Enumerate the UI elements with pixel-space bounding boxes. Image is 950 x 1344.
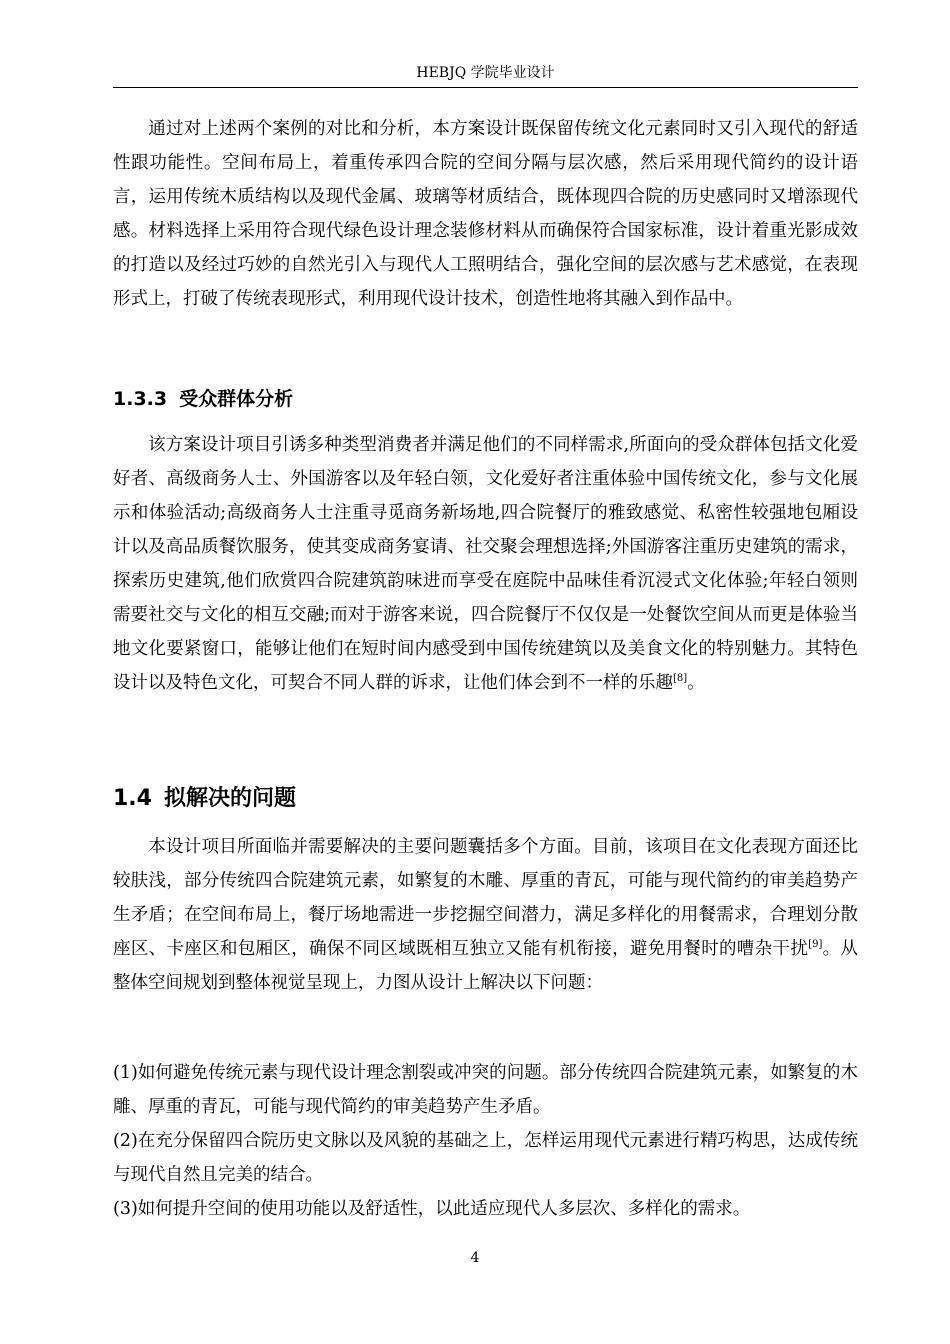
paragraph-end: 。 <box>687 673 705 693</box>
list-item-text: (2)在充分保留四合院历史文脉以及风貌的基础之上，怎样运用现代元素进行精巧构思，达成传统与现代自然且完美的结合。 <box>113 1131 858 1185</box>
page-number: 4 <box>470 1250 480 1266</box>
list-item-2 <box>113 1124 858 1192</box>
paragraph-audience <box>113 428 858 700</box>
list-item-text: (3)如何提升空间的使用功能以及舒适性，以此适应现代人多层次、多样化的需求。 <box>113 1199 751 1219</box>
paragraph-case-analysis <box>113 112 858 316</box>
section-number: 1.4 <box>113 786 152 811</box>
section-title: 受众群体分析 <box>179 388 294 410</box>
section-heading-1-3-3 <box>113 384 293 414</box>
list-item-3 <box>113 1192 858 1226</box>
paragraph-problems-end: 。从整体空间规划到整体视觉呈现上，力图从设计上解决以下问题： <box>113 939 859 993</box>
citation-ref: [8] <box>673 673 688 684</box>
paragraph-audience-text: 该方案设计项目引诱多种类型消费者并满足他们的不同样需求,所面向的受众群体包括文化爱好者、高级商务人士、外国游客以及年轻白领，文化爱好者注重体验中国传统文化，参与文化展示和体验活动;高级商务人士注重寻觅商务新场地,四合院餐厅的雅致感觉、私密性较强地包厢设计以及高品质餐饮服务，使其变成商务宴请、社交聚会理想选择;外国游客注重历史建筑的需求，探索历史建筑,他们欣赏四合院建筑韵味进而享受在庭院中品味佳肴沉浸式文化体验;年轻白领则需要社交与文化的相互交融;而对于游客来说，四合院餐厅不仅仅是一处餐饮空间从而更是体验当地文化要紧窗口，能够让他们在短时间内感受到中国传统建筑以及美食文化的特别魅力。其特色设计以及特色文化，可契合不同人群的诉求，让他们体会到不一样的乐趣 <box>113 435 858 693</box>
paragraph-problems-text: 本设计项目所面临并需要解决的主要问题囊括多个方面。目前，该项目在文化表现方面还比较肤浅，部分传统四合院建筑元素，如繁复的木雕、厚重的青瓦，可能与现代简约的审美趋势产生矛盾；在空间布局上，餐厅场地需进一步挖掘空间潜力，满足多样化的用餐需求，合理划分散座区、卡座区和包厢区，确保不同区域既相互独立又能有机衔接，避免用餐时的嘈杂干扰 <box>113 837 858 959</box>
list-item-1 <box>113 1056 858 1124</box>
section-heading-1-4 <box>113 782 296 816</box>
list-item-text: (1)如何避免传统元素与现代设计理念割裂或冲突的问题。部分传统四合院建筑元素，如繁复的木雕、厚重的青瓦，可能与现代简约的审美趋势产生矛盾。 <box>113 1063 858 1117</box>
paragraph-problems <box>113 830 858 1000</box>
paragraph-case-analysis-text: 通过对上述两个案例的对比和分析，本方案设计既保留传统文化元素同时又引入现代的舒适性跟功能性。空间布局上，着重传承四合院的空间分隔与层次感，然后采用现代简约的设计语言，运用传统木质结构以及现代金属、玻璃等材质结合，既体现四合院的历史感同时又增添现代感。材料选择上采用符合现代绿色设计理念装修材料从而确保符合国家标准，设计着重光影成效的打造以及经过巧妙的自然光引入与现代人工照明结合，强化空间的层次感与艺术感觉，在表现形式上，打破了传统表现形式，利用现代设计技术，创造性地将其融入到作品中。 <box>113 119 858 309</box>
running-header: HEBJQ 学院毕业设计 <box>416 65 555 81</box>
header-divider <box>113 87 858 88</box>
section-title: 拟解决的问题 <box>163 786 296 811</box>
section-number: 1.3.3 <box>113 388 168 410</box>
citation-ref: [9] <box>808 939 823 950</box>
